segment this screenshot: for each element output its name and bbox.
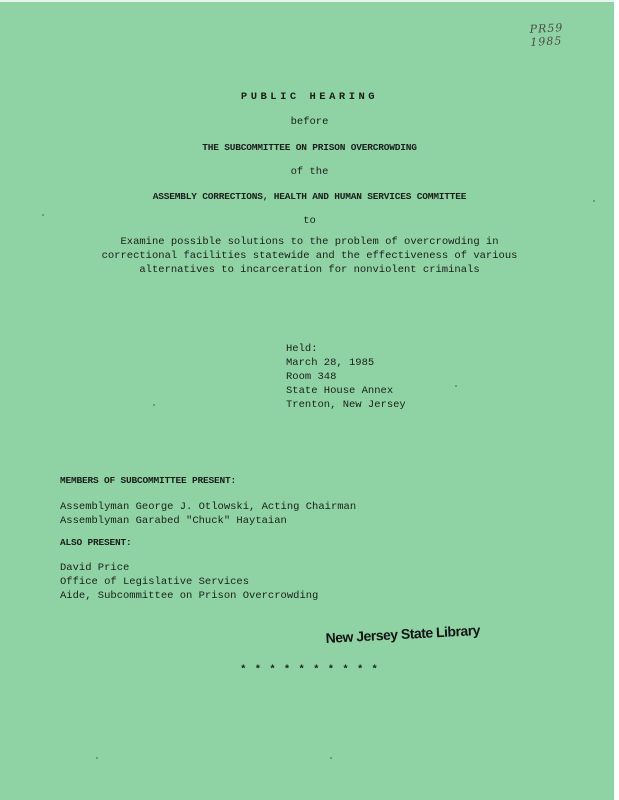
- document-title: PUBLIC HEARING: [240, 91, 379, 103]
- purpose-line-1: Examine possible solutions to the problem of overcrowding in: [120, 236, 499, 248]
- scan-edge-top: [0, 0, 619, 2]
- also-present-section: [60, 536, 132, 550]
- members-section: [60, 474, 236, 488]
- held-label: Held:: [286, 343, 318, 355]
- paper-speck: [455, 385, 457, 387]
- also-present-line: Aide, Subcommittee on Prison Overcrowding: [60, 590, 319, 602]
- of-the-text: of the: [290, 166, 329, 178]
- held-date: March 28, 1985: [286, 357, 375, 369]
- members-list: [60, 500, 356, 528]
- purpose-line-2: correctional facilities statewide and the effectiveness of various: [101, 250, 518, 262]
- to-text: to: [303, 215, 316, 227]
- committee-name: ASSEMBLY CORRECTIONS, HEALTH AND HUMAN SERVICES COMMITTEE: [152, 191, 467, 202]
- call-number-line1: PR59: [529, 21, 564, 36]
- library-stamp: New Jersey State Library: [325, 621, 481, 646]
- separator-stars: * * * * * * * * * *: [240, 664, 379, 676]
- purpose-line-3: alternatives to incarceration for nonviolent criminals: [139, 264, 480, 276]
- call-number-line2: 1985: [530, 34, 563, 49]
- before-text: before: [290, 116, 329, 128]
- paper-speck: [153, 404, 155, 406]
- also-present-line: David Price: [60, 562, 130, 574]
- paper-speck: [96, 757, 98, 759]
- paper-speck: [330, 757, 332, 759]
- paper-speck: [42, 214, 44, 216]
- subcommittee-name: THE SUBCOMMITTEE ON PRISON OVERCROWDING: [202, 142, 417, 153]
- members-heading: MEMBERS OF SUBCOMMITTEE PRESENT:: [60, 475, 237, 486]
- held-city: Trenton, New Jersey: [286, 399, 406, 411]
- also-present-line: Office of Legislative Services: [60, 576, 250, 588]
- held-room: Room 348: [286, 371, 337, 383]
- member-item: Assemblyman George J. Otlowski, Acting Chairman: [60, 501, 357, 513]
- also-present-heading: ALSO PRESENT:: [60, 537, 132, 548]
- also-present-list: [60, 561, 318, 603]
- held-building: State House Annex: [286, 385, 394, 397]
- hearing-details: [286, 342, 406, 412]
- handwritten-call-number: [529, 21, 564, 49]
- member-item: Assemblyman Garabed "Chuck" Haytaian: [60, 515, 287, 527]
- paper-speck: [593, 200, 595, 202]
